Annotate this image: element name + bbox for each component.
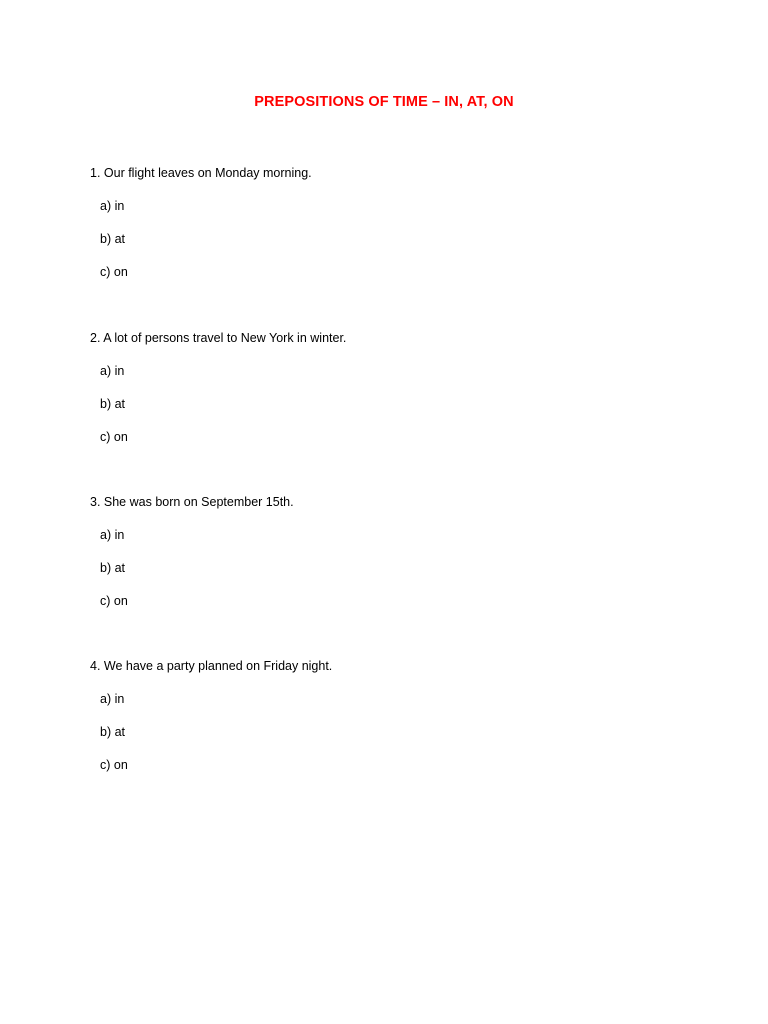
option-a: a) in [100, 364, 125, 378]
option-list [90, 691, 690, 773]
option-a: a) in [100, 199, 125, 213]
page-title: PREPOSITIONS OF TIME – IN, AT, ON [254, 94, 514, 110]
question-1 [90, 165, 690, 280]
option-c: c) on [100, 430, 128, 444]
option-b: b) at [100, 561, 126, 575]
option-b: b) at [100, 232, 126, 246]
option-a: a) in [100, 528, 125, 542]
question-4 [90, 658, 690, 773]
option-b: b) at [100, 725, 126, 739]
option-a: a) in [100, 692, 125, 706]
question-text: 2. A lot of persons travel to New York in winter. [90, 331, 347, 345]
question-text: 1. Our flight leaves on Monday morning. [90, 166, 312, 180]
option-list [90, 363, 690, 445]
question-3 [90, 494, 690, 609]
option-list [90, 527, 690, 609]
option-b: b) at [100, 397, 126, 411]
option-c: c) on [100, 594, 128, 608]
option-c: c) on [100, 758, 128, 772]
question-text: 4. We have a party planned on Friday night. [90, 659, 333, 673]
question-2 [90, 330, 690, 445]
option-c: c) on [100, 265, 128, 279]
option-list [90, 198, 690, 280]
question-text: 3. She was born on September 15th. [90, 495, 294, 509]
